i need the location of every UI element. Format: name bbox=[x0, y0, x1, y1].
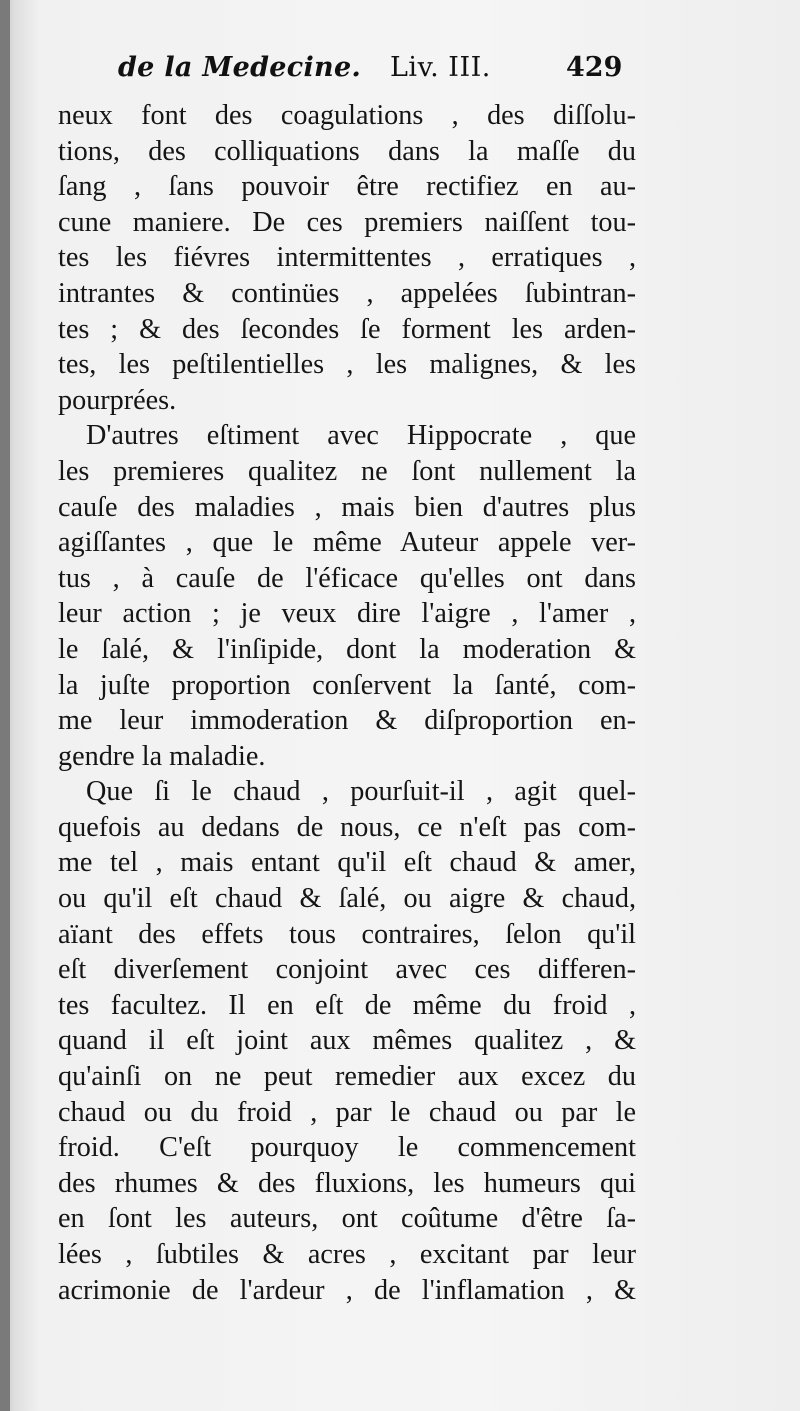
text-line: cune maniere. De ces premiers naiſſent tou- bbox=[58, 206, 636, 238]
text-line: froid. C'eſt pourquoy le commencement bbox=[58, 1132, 636, 1164]
text-line: tes les fiévres intermittentes , erratiques , bbox=[58, 242, 636, 274]
text-line: des rhumes & des fluxions, les humeurs qui bbox=[58, 1167, 636, 1199]
text-line: qu'ainſi on ne peut remedier aux excez du bbox=[58, 1061, 636, 1093]
text-line: chaud ou du froid , par le chaud ou par le bbox=[58, 1096, 636, 1128]
text-line: ſang , ſans pouvoir être rectifiez en au- bbox=[58, 171, 636, 203]
book-label: Liv. III. bbox=[390, 52, 491, 83]
running-header bbox=[118, 52, 638, 92]
text-line: gendre la maladie. bbox=[58, 740, 266, 772]
text-line: tes ; & des ſecondes ſe forment les arden- bbox=[58, 313, 636, 345]
text-line: quand il eſt joint aux mêmes qualitez , & bbox=[58, 1025, 636, 1057]
text-line: eſt diverſement conjoint avec ces differen- bbox=[58, 954, 636, 986]
text-line: ou qu'il eſt chaud & ſalé, ou aigre & chaud, bbox=[58, 883, 636, 915]
text-line: aïant des effets tous contraires, ſelon qu'il bbox=[58, 918, 636, 950]
page-number: 429 bbox=[566, 52, 623, 83]
text-line: leur action ; je veux dire l'aigre , l'amer , bbox=[58, 598, 636, 630]
text-line: intrantes & continües , appelées ſubintran- bbox=[58, 277, 636, 309]
text-line: neux font des coagulations , des diſſolu- bbox=[58, 100, 636, 131]
text-line: les premieres qualitez ne ſont nullement la bbox=[58, 455, 636, 487]
text-line: me tel , mais entant qu'il eſt chaud & amer, bbox=[58, 847, 636, 879]
text-line: la juſte proportion conſervent la ſanté, com- bbox=[58, 669, 636, 701]
text-line: en ſont les auteurs, ont coûtume d'être ſa- bbox=[58, 1203, 636, 1235]
text-line: tions, des colliquations dans la maſſe du bbox=[58, 135, 636, 167]
text-line: D'autres eſtiment avec Hippocrate , que bbox=[86, 420, 636, 452]
text-line: agiſſantes , que le même Auteur appele ver- bbox=[58, 527, 636, 559]
text-line: tes facultez. Il en eſt de même du froid , bbox=[58, 989, 636, 1021]
body-text bbox=[58, 98, 636, 1308]
page-gutter-shadow bbox=[0, 0, 10, 1411]
text-line: quefois au dedans de nous, ce n'eſt pas com- bbox=[58, 811, 636, 843]
text-line: me leur immoderation & diſproportion en- bbox=[58, 705, 636, 737]
text-line: le ſalé, & l'inſipide, dont la moderation & bbox=[58, 633, 636, 665]
text-line: acrimonie de l'ardeur , de l'inflamation , & bbox=[58, 1274, 636, 1306]
text-line: tus , à cauſe de l'éficace qu'elles ont dans bbox=[58, 562, 636, 594]
text-line: lées , ſubtiles & acres , excitant par leur bbox=[58, 1239, 636, 1270]
text-line: cauſe des maladies , mais bien d'autres plus bbox=[58, 491, 636, 523]
running-title: de la Medecine. bbox=[118, 52, 362, 83]
text-line: Que ſi le chaud , pourſuit-il , agit quel- bbox=[86, 776, 636, 808]
text-line: tes, les peſtilentielles , les malignes, & les bbox=[58, 349, 636, 381]
text-line: pourprées. bbox=[58, 384, 177, 416]
